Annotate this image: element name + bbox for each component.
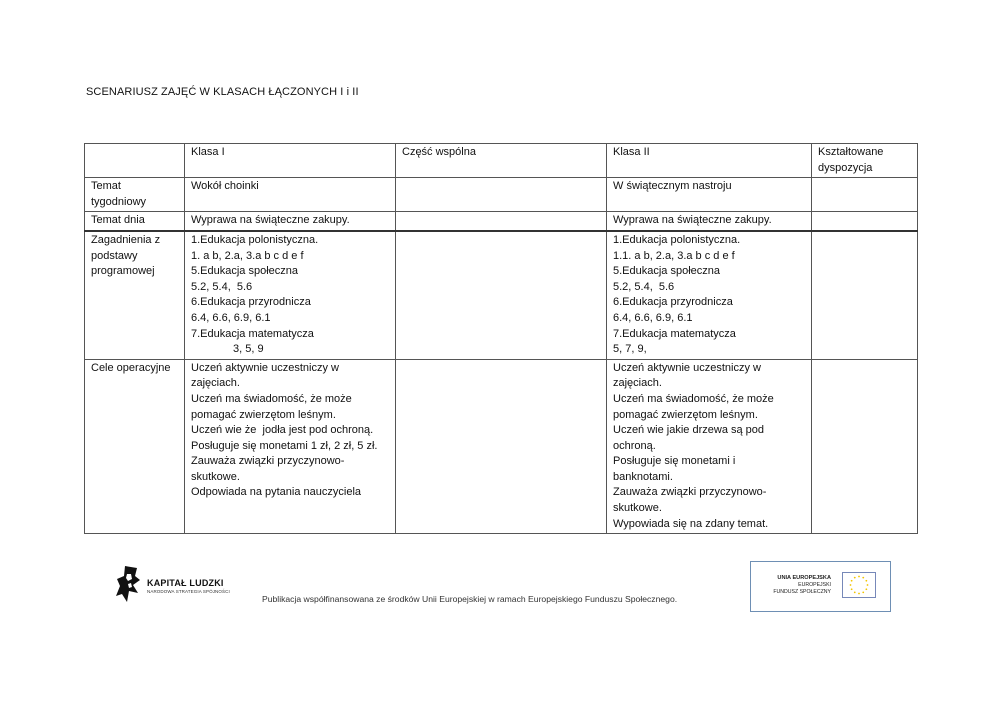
cell-line: skutkowe. — [613, 502, 662, 515]
cell-line: zajęciach. — [191, 377, 240, 390]
kapital-ludzki-emblem-icon — [116, 566, 142, 604]
cell-line: 6.4, 6.6, 6.9, 6.1 — [613, 311, 693, 324]
table-row-week-theme — [85, 178, 918, 212]
cell-line: 3, 5, 9 — [233, 343, 264, 356]
cell-czesc-wspolna — [396, 231, 607, 359]
cell-klasa-2 — [607, 359, 812, 534]
cell-line: 6.Edukacja przyrodnicza — [613, 296, 733, 309]
cell-dyspozycje — [812, 212, 918, 231]
eu-star-icon — [865, 580, 867, 582]
cell-line: 5, 7, 9, — [613, 343, 647, 356]
cell-line: Uczeń wie że jodła jest pod ochroną. — [191, 424, 374, 437]
cell-line: ochroną. — [613, 439, 656, 452]
header-empty-cell — [85, 144, 185, 178]
cell-dyspozycje — [812, 231, 918, 359]
cell-line: Uczeń ma świadomość, że może — [613, 392, 774, 405]
cell-line: Zauważa związki przyczynowo- — [191, 455, 345, 468]
cell-line: Odpowiada na pytania nauczyciela — [191, 486, 362, 499]
cell-line: 5.2, 5.4, 5.6 — [191, 280, 253, 293]
logo-subtitle: NARODOWA STRATEGIA SPÓJNOŚCI — [147, 589, 230, 594]
cell-line: W świątecznym nastroju — [613, 180, 732, 193]
cell-line: 1.1. a b, 2.a, 3.a b c d e f — [613, 249, 735, 262]
cell-czesc-wspolna — [396, 212, 607, 231]
header-czesc-wspolna: Część wspólna — [396, 144, 607, 178]
eu-star-icon — [858, 593, 860, 595]
eu-star-icon — [854, 577, 856, 579]
eu-star-icon — [865, 588, 867, 590]
cell-line: Uczeń aktywnie uczestniczy w — [613, 361, 761, 374]
cell-line: 5.Edukacja społeczna — [191, 265, 299, 278]
row-label: Cele operacyjne — [85, 359, 185, 534]
scenario-table — [84, 143, 918, 534]
table-row-day-theme — [85, 212, 918, 231]
kapital-ludzki-logo — [116, 566, 230, 609]
eu-star-icon — [858, 576, 860, 578]
cell-line: zajęciach. — [613, 377, 662, 390]
cell-line: Uczeń ma świadomość, że może — [191, 392, 352, 405]
eu-star-icon — [862, 591, 864, 593]
cell-line: 6.Edukacja przyrodnicza — [191, 296, 311, 309]
header-klasa-2: Klasa II — [607, 144, 812, 178]
cell-line: Wypowiada się na zdany temat. — [613, 517, 769, 530]
eu-logo-box — [750, 561, 891, 612]
row-label: Temat dnia — [85, 212, 185, 231]
document-title: SCENARIUSZ ZAJĘĆ W KLASACH ŁĄCZONYCH I i II — [86, 86, 359, 98]
cell-line: 7.Edukacja matematycza — [191, 327, 314, 340]
cell-line: 5.2, 5.4, 5.6 — [613, 280, 675, 293]
eu-label-social: FUNDUSZ SPOŁECZNY — [773, 589, 831, 595]
cell-klasa-1 — [185, 178, 396, 212]
header-dyspozycje: Kształtowane dyspozycja — [812, 144, 918, 178]
table-row-objectives — [85, 359, 918, 534]
cell-line: 1.Edukacja polonistyczna. — [191, 233, 319, 246]
row-label: Zagadnienia z podstawy programowej — [85, 231, 185, 359]
eu-label-union: UNIA EUROPEJSKA — [777, 575, 831, 581]
header-klasa-1: Klasa I — [185, 144, 396, 178]
cell-line: Wokół choinki — [191, 180, 259, 193]
eu-star-icon — [854, 591, 856, 593]
cell-line: Uczeń wie jakie drzewa są pod — [613, 424, 765, 437]
cell-line: 1. a b, 2.a, 3.a b c d e f — [191, 249, 304, 262]
cell-line: Uczeń aktywnie uczestniczy w — [191, 361, 339, 374]
cell-czesc-wspolna — [396, 178, 607, 212]
cell-line: banknotami. — [613, 470, 673, 483]
logo-title: KAPITAŁ LUDZKI — [147, 578, 224, 588]
funding-notice: Publikacja współfinansowana ze środków Unii Europejskiej w ramach Europejskiego Funduszu Społecznego. — [262, 594, 678, 604]
table-header-row — [85, 144, 918, 178]
cell-klasa-1 — [185, 359, 396, 534]
cell-line: skutkowe. — [191, 470, 240, 483]
eu-flag-icon — [842, 572, 876, 598]
cell-line: Posługuje się monetami i — [613, 455, 736, 468]
table-row-curriculum — [85, 231, 918, 359]
cell-line: pomagać zwierzętom leśnym. — [191, 408, 336, 421]
cell-klasa-1 — [185, 231, 396, 359]
eu-star-icon — [851, 588, 853, 590]
cell-klasa-2 — [607, 212, 812, 231]
cell-line: 5.Edukacja społeczna — [613, 265, 721, 278]
cell-dyspozycje — [812, 359, 918, 534]
cell-klasa-2 — [607, 231, 812, 359]
cell-line: 7.Edukacja matematycza — [613, 327, 736, 340]
cell-line: 6.4, 6.6, 6.9, 6.1 — [191, 311, 271, 324]
eu-star-icon — [867, 584, 869, 586]
cell-dyspozycje — [812, 178, 918, 212]
cell-line: Zauważa związki przyczynowo- — [613, 486, 767, 499]
cell-klasa-1 — [185, 212, 396, 231]
cell-line: 1.Edukacja polonistyczna. — [613, 233, 741, 246]
eu-star-icon — [862, 577, 864, 579]
cell-line: pomagać zwierzętom leśnym. — [613, 408, 758, 421]
eu-star-icon — [851, 580, 853, 582]
cell-czesc-wspolna — [396, 359, 607, 534]
cell-line: Wyprawa na świąteczne zakupy. — [613, 214, 772, 227]
row-label: Temat tygodniowy — [85, 178, 185, 212]
cell-klasa-2 — [607, 178, 812, 212]
eu-star-icon — [850, 584, 852, 586]
cell-line: Wyprawa na świąteczne zakupy. — [191, 214, 350, 227]
cell-line: Posługuje się monetami 1 zł, 2 zł, 5 zł. — [191, 439, 378, 452]
eu-label-fund: EUROPEJSKI — [798, 582, 831, 588]
